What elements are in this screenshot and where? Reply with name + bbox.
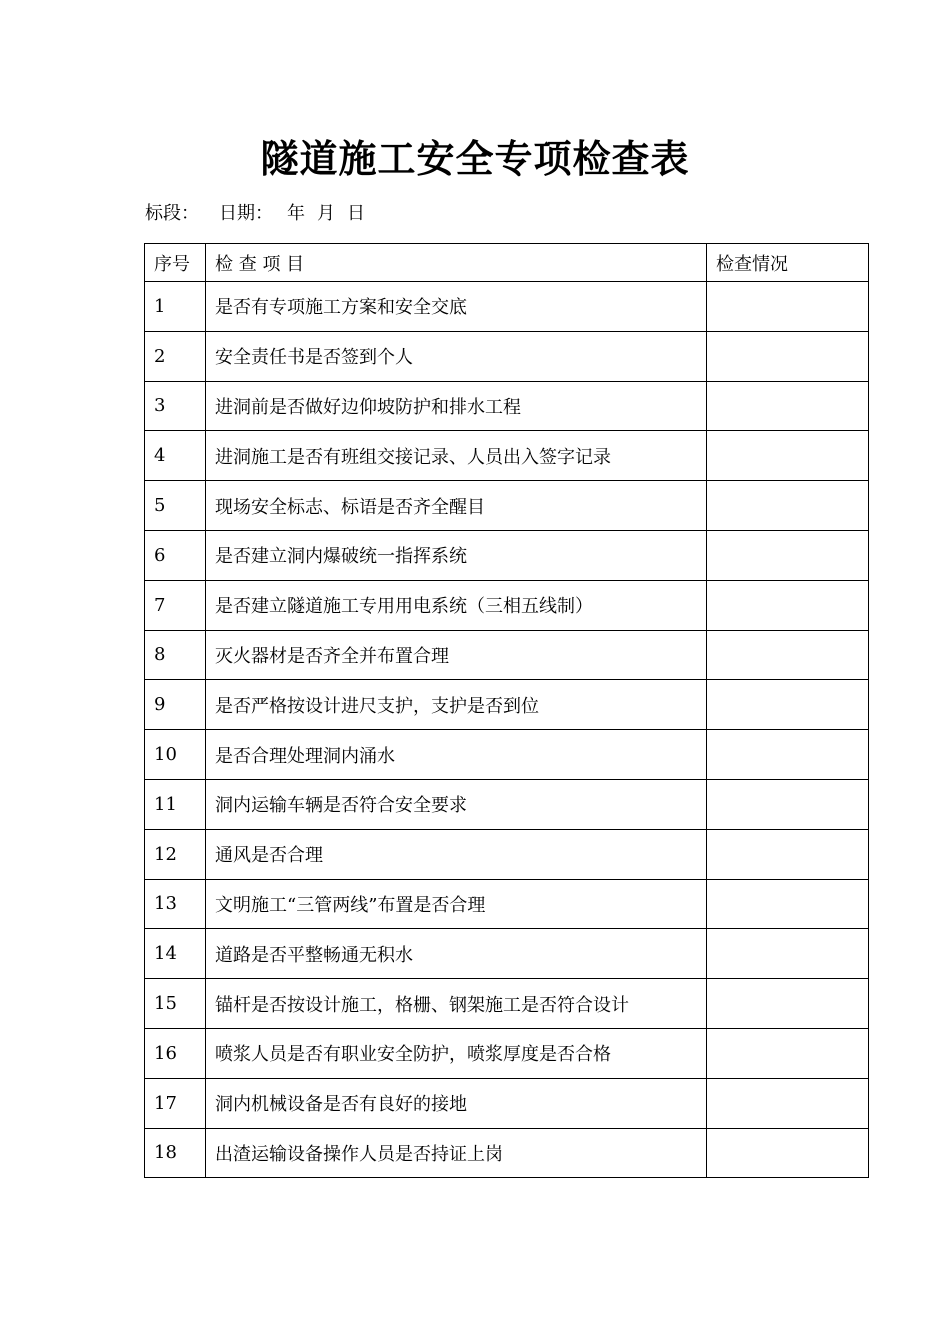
row-check-status[interactable] [707,829,869,879]
date-label: 日期： [219,203,273,224]
row-check-item: 是否合理处理洞内涌水 [206,730,707,780]
row-check-status[interactable] [707,730,869,780]
table-row [145,481,869,531]
row-number: 15 [145,979,206,1029]
row-check-status[interactable] [707,1028,869,1078]
date-year: 年 [287,203,305,224]
row-check-item: 洞内运输车辆是否符合安全要求 [206,779,707,829]
date-month: 月 [317,203,335,224]
row-number: 6 [145,530,206,580]
row-number: 18 [145,1128,206,1178]
header-number: 序号 [145,244,206,282]
row-check-item: 出渣运输设备操作人员是否持证上岗 [206,1128,707,1178]
row-check-status[interactable] [707,431,869,481]
row-check-status[interactable] [707,1078,869,1128]
table-row [145,1078,869,1128]
header-item: 检 查 项 目 [206,244,707,282]
section-label: 标段： [145,203,199,224]
row-number: 8 [145,630,206,680]
table-row [145,580,869,630]
row-check-status[interactable] [707,282,869,332]
row-number: 7 [145,580,206,630]
date-day: 日 [347,203,365,224]
row-check-item: 进洞前是否做好边仰坡防护和排水工程 [206,381,707,431]
row-check-item: 是否有专项施工方案和安全交底 [206,282,707,332]
row-check-item: 锚杆是否按设计施工，格栅、钢架施工是否符合设计 [206,979,707,1029]
table-row [145,282,869,332]
row-check-status[interactable] [707,580,869,630]
row-check-item: 进洞施工是否有班组交接记录、人员出入签字记录 [206,431,707,481]
table-row [145,381,869,431]
row-number: 13 [145,879,206,929]
row-number: 9 [145,680,206,730]
inspection-table [144,243,869,1178]
row-check-item: 道路是否平整畅通无积水 [206,929,707,979]
table-row [145,979,869,1029]
row-check-status[interactable] [707,879,869,929]
row-number: 3 [145,381,206,431]
row-check-status[interactable] [707,331,869,381]
row-check-status[interactable] [707,779,869,829]
row-check-status[interactable] [707,979,869,1029]
table-row [145,1128,869,1178]
table-row [145,680,869,730]
row-check-item: 喷浆人员是否有职业安全防护，喷浆厚度是否合格 [206,1028,707,1078]
row-check-status[interactable] [707,630,869,680]
row-check-item: 是否建立洞内爆破统一指挥系统 [206,530,707,580]
row-number: 12 [145,829,206,879]
row-number: 16 [145,1028,206,1078]
row-check-status[interactable] [707,929,869,979]
row-number: 2 [145,331,206,381]
row-check-item: 灭火器材是否齐全并布置合理 [206,630,707,680]
row-check-item: 文明施工“三管两线”布置是否合理 [206,879,707,929]
row-check-status[interactable] [707,381,869,431]
table-row [145,829,869,879]
row-check-item: 洞内机械设备是否有良好的接地 [206,1078,707,1128]
row-number: 1 [145,282,206,332]
row-number: 10 [145,730,206,780]
table-row [145,929,869,979]
table-row [145,630,869,680]
row-check-item: 现场安全标志、标语是否齐全醒目 [206,481,707,531]
table-row [145,431,869,481]
table-row [145,331,869,381]
row-number: 14 [145,929,206,979]
table-header-row [145,244,869,282]
row-number: 11 [145,779,206,829]
page-title: 隧道施工安全专项检查表 [260,136,690,181]
row-check-item: 安全责任书是否签到个人 [206,331,707,381]
header-status: 检查情况 [707,244,869,282]
row-check-status[interactable] [707,680,869,730]
row-check-status[interactable] [707,1128,869,1178]
row-number: 4 [145,431,206,481]
row-number: 17 [145,1078,206,1128]
table-body [145,282,869,1178]
row-check-status[interactable] [707,481,869,531]
row-check-item: 是否严格按设计进尺支护，支护是否到位 [206,680,707,730]
row-check-status[interactable] [707,530,869,580]
row-check-item: 是否建立隧道施工专用用电系统（三相五线制） [206,580,707,630]
table-row [145,730,869,780]
table-row [145,530,869,580]
table-row [145,1028,869,1078]
header-info-line [145,199,365,225]
row-number: 5 [145,481,206,531]
table-row [145,879,869,929]
table-row [145,779,869,829]
row-check-item: 通风是否合理 [206,829,707,879]
